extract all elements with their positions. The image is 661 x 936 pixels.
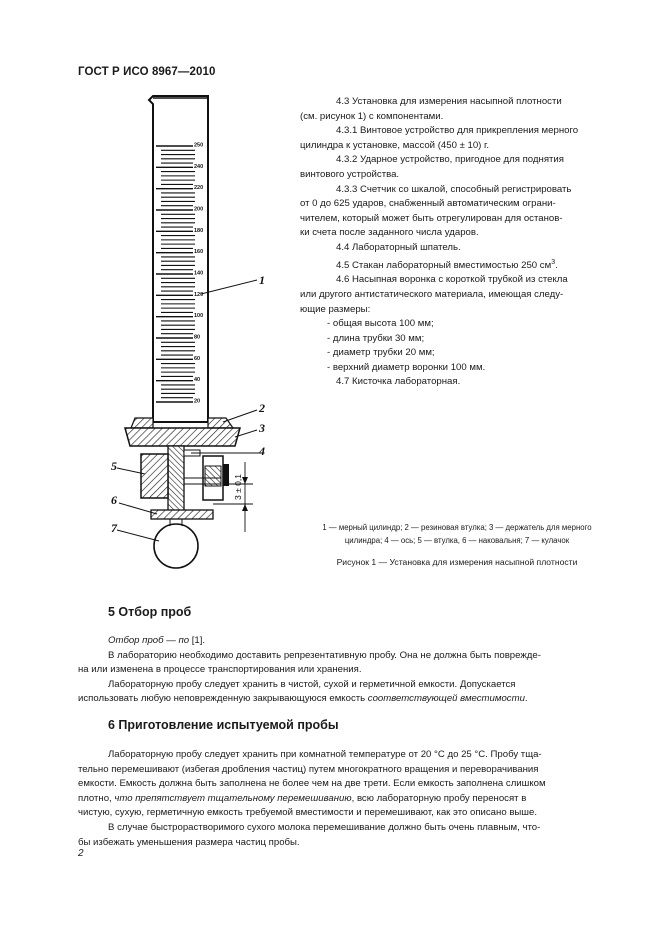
section-5-body <box>78 634 617 707</box>
callout-6: 6 <box>111 493 117 507</box>
callout-2: 2 <box>259 401 265 415</box>
paragraph-line: плотно, что препятствует тщательному перемешиванию, всю лабораторную пробу переносят в <box>78 792 527 804</box>
list-item: - верхний диаметр воронки 100 мм. <box>327 361 486 373</box>
section-6-body <box>78 748 617 850</box>
paragraph-line: тельно перемешивают (избегая дробления частиц) путем многократного вращения и переворачивания <box>78 763 539 775</box>
paragraph-line: бы избежать уменьшения размера частиц пробы. <box>78 836 300 848</box>
scale-label: 40 <box>194 377 201 384</box>
section-6-title: 6 Приготовление испытуемой пробы <box>108 718 339 732</box>
dimension-label: 3 ± 0,1 <box>233 474 243 500</box>
scale-label: 20 <box>194 398 201 405</box>
list-item: 4.6 Насыпная воронка с короткой трубкой из стекла <box>336 274 568 286</box>
paragraph-line: Лабораторную пробу следует хранить в чистой, сухой и герметичной емкости. Допускается <box>108 678 516 690</box>
list-item: 4.7 Кисточка лабораторная. <box>336 376 461 388</box>
cylinder-holder <box>125 428 240 446</box>
apparatus-list <box>300 95 615 390</box>
scale-label: 200 <box>194 206 204 213</box>
scale-label: 220 <box>194 185 204 192</box>
list-item: - длина трубки 30 мм; <box>327 332 425 344</box>
paragraph-line: В лабораторию необходимо доставить репрезентативную пробу. Она не должна быть поврежде- <box>108 649 541 661</box>
scale-label: 100 <box>194 313 204 320</box>
figure-caption: Рисунок 1 — Установка для измерения насыпной плотности <box>336 557 578 567</box>
legend-line: цилиндра; 4 — ось; 5 — втулка, 6 — наковальня; 7 — кулачок <box>344 535 570 545</box>
scale-label: 80 <box>194 334 201 341</box>
paragraph-line: емкости. Емкость должна быть заполнена не более чем на две трети. Если емкость заполнена слишком <box>78 778 546 790</box>
scale-label: 120 <box>194 291 204 298</box>
list-item: от 0 до 625 ударов, снабженный автоматическим ограни- <box>300 198 556 210</box>
list-item: чителем, который может быть отрегулирован для останов- <box>300 212 563 224</box>
page-number: 2 <box>78 848 84 859</box>
list-item: 4.3.3 Счетчик со шкалой, способный регистрировать <box>336 183 572 195</box>
scale-label: 240 <box>194 163 204 170</box>
list-item: винтового устройства. <box>300 168 400 180</box>
definition-line: Отбор проб — по [1]. <box>108 635 206 646</box>
anvil <box>151 510 213 519</box>
paragraph-line: В случае быстрорастворимого сухого молока перемешивание должно быть очень плавным, что- <box>108 821 541 833</box>
figure-legend <box>296 522 618 547</box>
callout-1: 1 <box>259 273 265 287</box>
legend-line: 1 — мерный цилиндр; 2 — резиновая втулка; 3 — держатель для мерного <box>322 523 592 532</box>
callout-3: 3 <box>259 421 265 435</box>
list-item: - диаметр трубки 20 мм; <box>327 347 435 359</box>
cam <box>154 524 198 568</box>
list-item: ющие размеры: <box>300 303 371 315</box>
callout-7: 7 <box>111 521 117 535</box>
paragraph-line: Лабораторную пробу следует хранить при комнатной температуре от 20 °С до 25 °С. Пробу тща- <box>108 749 542 760</box>
axis <box>168 446 184 516</box>
paragraph-line: чистую, сухую, герметичную емкость требуемой вместимости и перемешивают, как это описано выше. <box>78 807 538 819</box>
scale-label: 250 <box>194 142 204 149</box>
list-item: цилиндра к установке, массой (450 ± 10) г. <box>300 139 490 151</box>
list-item: 4.3 Установка для измерения насыпной плотности <box>336 96 562 107</box>
paragraph-line: на или изменена в процессе транспортирования или хранения. <box>78 664 362 676</box>
list-item-4-5: 4.5 Стакан лабораторный вместимостью 250 $см^3$. <box>336 258 558 271</box>
scale-label: 60 <box>194 355 201 362</box>
paragraph-line: использовать любую неповрежденную закрывающуюся емкость соответствующей вместимости. <box>78 693 528 705</box>
document-header: ГОСТ Р ИСО 8967—2010 <box>78 66 216 78</box>
list-item: 4.3.1 Винтовое устройство для прикрепления мерного <box>336 125 579 137</box>
sleeve-block <box>141 454 168 498</box>
list-item: ки счета после заданного числа ударов. <box>300 227 479 239</box>
list-item: или другого антистатического материала, имеющая следу- <box>300 288 564 300</box>
figure-apparatus <box>95 92 300 582</box>
graduated-cylinder <box>149 96 208 422</box>
callout-5: 5 <box>111 459 117 473</box>
scale-label: 180 <box>194 227 204 234</box>
section-5-title: 5 Отбор проб <box>108 605 192 619</box>
scale-label: 160 <box>194 249 204 256</box>
callout-4: 4 <box>259 444 265 458</box>
list-item: 4.3.2 Ударное устройство, пригодное для поднятия <box>336 154 564 166</box>
apparatus-drawing <box>95 92 300 582</box>
list-item: - общая высота 100 мм; <box>327 318 434 330</box>
scale-label: 140 <box>194 270 204 277</box>
list-item: 4.4 Лабораторный шпатель. <box>336 241 461 253</box>
list-item: (см. рисунок 1) с компонентами. <box>300 110 444 122</box>
